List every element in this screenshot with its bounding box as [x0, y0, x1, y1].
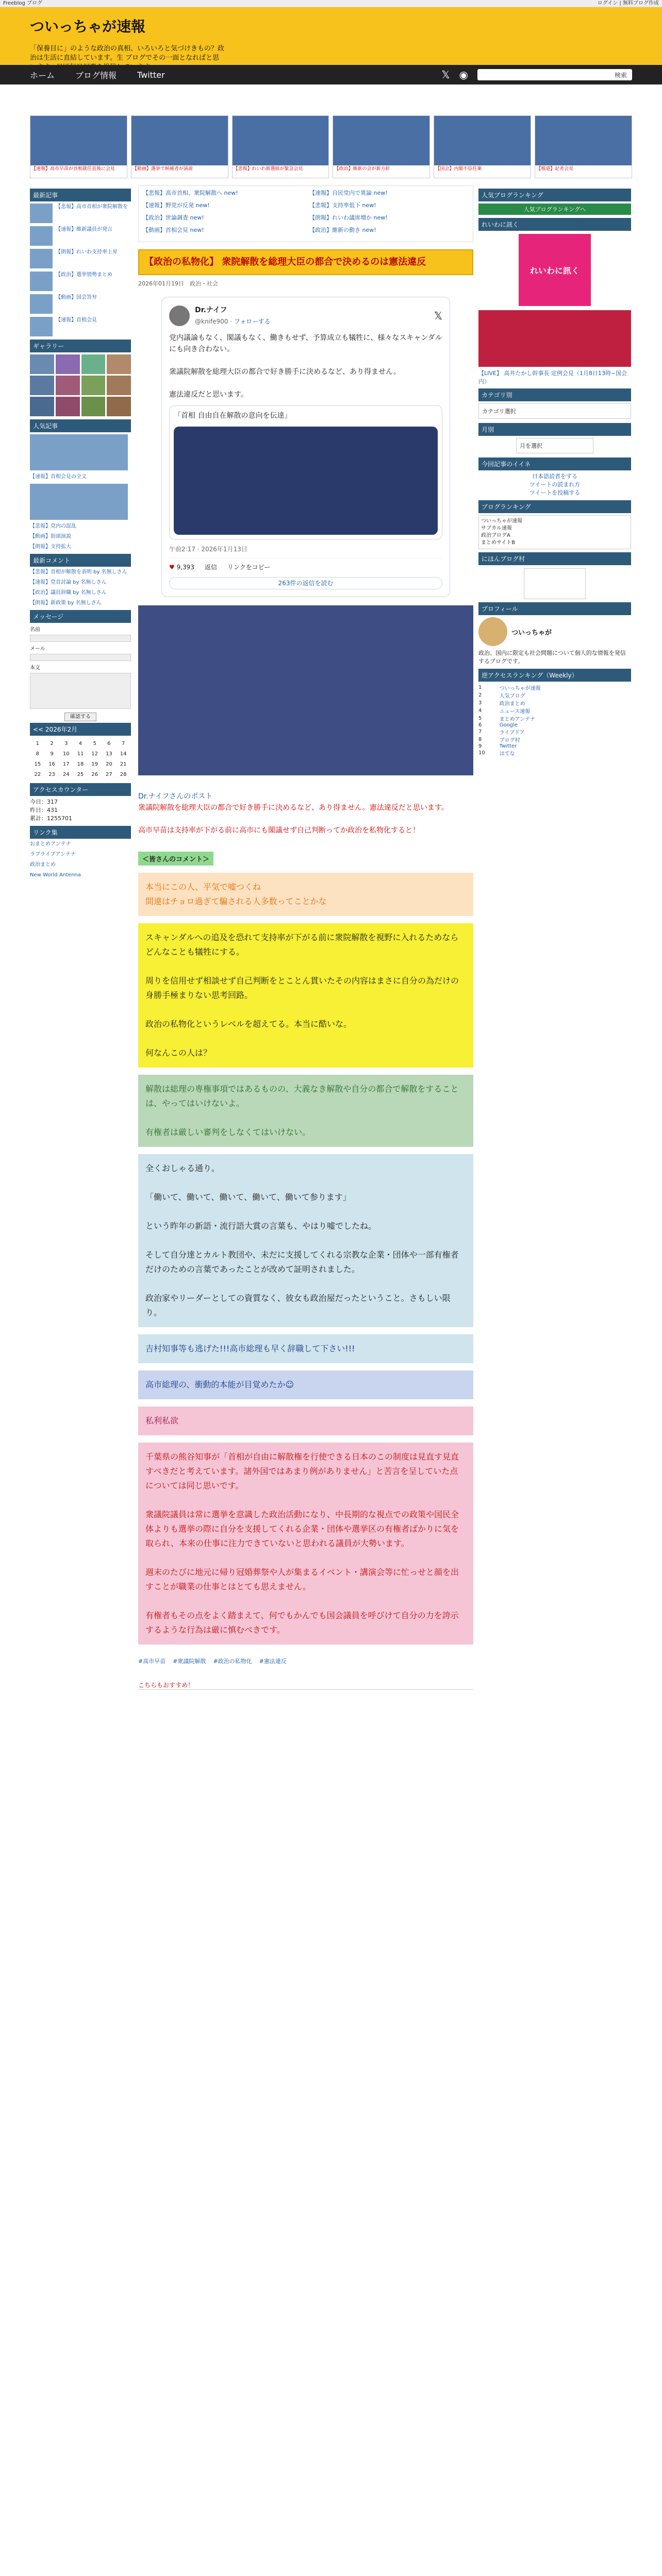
intro-body: 衆議院解散を総理大臣の都合で好き勝手に決めるなど、あり得ません。憲法違反だと思います。 [138, 804, 449, 812]
calendar-header[interactable]: << 2026年2月 [30, 723, 131, 736]
live-thumbnail[interactable] [478, 310, 631, 367]
comments-list [30, 569, 131, 607]
name-field[interactable] [30, 635, 131, 642]
comment-box: 吉村知事等も逃げた!!!高市総理も早く辞職して下さい!!! [138, 1334, 473, 1363]
rss-icon[interactable]: ◉ [459, 69, 468, 81]
thumbnail [30, 434, 128, 470]
table-row: 6 Google [478, 722, 518, 728]
tweet-author[interactable]: Dr.ナイフ [195, 306, 227, 314]
access-counter: 今日：317 昨日：431 累計：1255701 [30, 799, 72, 822]
profile-desc: 政治、国内に限定も社会問題について個人的な情報を発信するブログです。 [478, 650, 626, 665]
main-content [138, 185, 473, 1690]
tweet-time[interactable]: 午前2:17 · 2026年1月13日 [169, 546, 247, 553]
list-item[interactable]: 【朗報】新政策 by 名無しさん [30, 600, 102, 606]
list-item[interactable]: まとめサイトB [481, 540, 516, 546]
list-item[interactable]: 【速報】首相会見 [30, 317, 131, 336]
table-row: 8 ブログ村 [478, 737, 520, 743]
table-row: 1 ついっちゃが速報 [478, 685, 541, 691]
left-sidebar [30, 185, 131, 882]
quote-image[interactable] [174, 427, 438, 535]
gallery-grid[interactable] [30, 354, 131, 416]
tweet-text: 党内議論もなく、閣議もなく、働きもせず、予算成立も犠牲に、様々なスキャンダルにも向き合わない。 [169, 334, 442, 353]
avatar[interactable] [478, 617, 507, 646]
search-button[interactable]: 検索 [614, 71, 627, 79]
message-header: メッセージ [30, 610, 131, 623]
search-input[interactable] [477, 69, 632, 80]
thumbnail [30, 204, 53, 223]
tweet-text: 衆議院解散を総理大臣の都合で好き勝手に決めるなど、あり得ません。 [169, 368, 401, 376]
news-link[interactable]: 【政治】維新の動き new! [309, 227, 376, 233]
news-link[interactable]: 【政治】世論調査 new! [143, 214, 204, 221]
ranking-button[interactable]: 人気ブログランキングへ [478, 204, 631, 215]
tag[interactable]: #政治の私物化 [213, 1658, 252, 1665]
thumbnail [30, 272, 53, 291]
mail-label: メール [30, 646, 45, 652]
comment-box: 千葉県の熊谷知事が「首相が自由に解散権を行使できる日本のこの制度は見直す見直すべきだと考えています。諸外国ではあまり例がありません」と苦言を呈していた点については同じ思いです。 衆議院議員は常に選挙を意識した政治活動になり、中長期的な視点での政策や国民全体よりも選挙の際に自分を支援してくれる企業・団体や選挙区の有権者ばかりに気を取られ、本来の仕事に注力できていないと思われる議員が大勢います。 週末のたびに地元に帰り冠婚葬祭や人が集まるイベント・講演会等に忙っせと顔を出すことが職業の仕事とはとても思えません。 有権者もその点をよく踏まえて、何でもかんでも国会議員を呼びけて自分の力を誇示するような行為は厳に慎むべきです。 [138, 1443, 473, 1645]
list-item[interactable]: New World Antenna [30, 872, 81, 878]
post-title[interactable]: 【政治の私物化】 衆院解散を総理大臣の都合で決めるのは憲法違反 [138, 249, 473, 275]
list-item[interactable]: 【政治】選挙情勢まとめ [30, 272, 131, 291]
thumbnail [30, 294, 53, 314]
thumbnail [30, 249, 53, 268]
gallery-header: ギャラリー [30, 340, 131, 352]
body-label: 本文 [30, 665, 40, 671]
list-item[interactable]: 【朗報】支持拡大 [30, 544, 71, 550]
nav-twitter[interactable]: Twitter [137, 70, 165, 80]
live-link[interactable]: 【LIVE】 高井たかし幹事長 定例会見（1月8日13時~国会内） [478, 370, 627, 385]
featured-thumb[interactable]: 【国会】内閣不信任案 [434, 115, 531, 178]
access-rank-table [478, 684, 631, 757]
login-links[interactable]: ログイン | 無料ブログ作成 [597, 1, 659, 6]
list-item[interactable]: 【政治】議員辞職 by 名無しさん [30, 590, 107, 596]
list-item[interactable]: サブカル速報 [481, 526, 512, 531]
x-icon[interactable]: 𝕏 [434, 310, 442, 322]
category-select[interactable]: カテゴリ選択 [478, 403, 631, 419]
message-form [30, 625, 131, 720]
list-item[interactable]: 【悲報】高市首相が衆院解散を [30, 204, 131, 223]
featured-thumbnails [30, 115, 632, 178]
news-link[interactable]: 【動画】首相会見 new! [143, 227, 204, 233]
mail-field[interactable] [30, 654, 131, 661]
ranking-list [478, 515, 631, 549]
list-item[interactable]: ついっちゃが速報 [481, 518, 522, 524]
thumbnail [30, 226, 53, 246]
post-meta: 2026年01月19日 政治・社会 [138, 280, 218, 287]
tweet-text: 憲法違反だと思います。 [169, 391, 248, 399]
table-row: 2 人気ブログ [478, 692, 525, 699]
list-item[interactable]: 【動画】街頭演説 [30, 534, 71, 539]
ranking-header: 人気ブログランキング [478, 189, 631, 201]
comments-header: 最新コメント [30, 554, 131, 567]
follow-link[interactable]: フォローする [234, 318, 271, 325]
table-row: 10 はてな [478, 750, 515, 757]
comments-heading: ＜皆さんのコメント＞ [138, 852, 213, 866]
profile-header: プロフィール [478, 602, 631, 615]
list-item[interactable]: 【速報】党首討論 by 名無しさん [30, 580, 107, 585]
recent-list [30, 204, 131, 336]
comment-box: 私利私欲 [138, 1406, 473, 1435]
body-field[interactable] [30, 673, 131, 709]
featured-thumb[interactable]: 【速報】高市早苗が首相就任直後に会見 [30, 115, 127, 178]
access-rank-header: 逆アクセスランキング（Weekly） [478, 669, 631, 682]
rss-header: 今回記事のイイネ [478, 457, 631, 470]
comment-box: スキャンダルへの追及を恐れて支持率が下がる前に衆院解散を視野に入れるためならどんなことも犠牲にする。 周りを信用せず相談せず自己判断をとことん貫いたその内容はまさに自分の為だけの身勝手極まりない思考回路。 政治の私物化というレベルを超えてる。本当に酷いな。 何なんこの人は？ [138, 923, 473, 1067]
links-header: リンク集 [30, 826, 131, 839]
blogmura-banner[interactable] [524, 568, 586, 599]
comment-boxes [138, 873, 473, 1645]
read-replies-button[interactable]: 263件の返信を読む [169, 577, 442, 589]
x-icon[interactable]: 𝕏 [441, 69, 450, 81]
rss-links: 日本語読者をする ツイートの読まれ方 ツイートを投稿する [529, 473, 581, 496]
main-nav [0, 65, 662, 84]
reiwa-header: れいわに訊く [478, 218, 631, 231]
post-image [138, 605, 473, 775]
news-link[interactable]: 【悲報】支持率低下 new! [309, 202, 376, 209]
comment-box: 高市総理の、衝動的本能が目覚めたか☺ [138, 1370, 473, 1399]
popular-header: 人気記事 [30, 419, 131, 432]
featured-thumb[interactable]: 【報道】記者会見 [535, 115, 632, 178]
news-link[interactable]: 【悲報】高市首相、衆院解散へ new! [143, 190, 238, 196]
list-item[interactable]: 【悲報】首相が解散を表明 by 名無しさん [30, 569, 127, 575]
quote-text: 「首相 自由自在解散の意向を伝達」 [174, 412, 292, 420]
popular-list [30, 434, 131, 551]
confirm-button[interactable]: 確認する [64, 713, 96, 721]
news-link[interactable]: 【速報】自民党内で異論 new! [309, 190, 388, 196]
profile-name[interactable]: ついっちゃが [511, 629, 552, 637]
featured-thumb[interactable]: 【動画】選挙で候補者が演説 [131, 115, 228, 178]
list-item[interactable]: 【悲報】党内の混乱 [30, 523, 76, 529]
intro-body: 高市早苗は支持率が下がる前に高市にも閣議せず自己判断ってか政治を私物化すると！ [138, 826, 420, 835]
table-row: 3 政治まとめ [478, 700, 525, 707]
table-row: 7 ライブドア [478, 729, 525, 736]
list-item[interactable]: 【速報】維新議員が発言 [30, 226, 131, 246]
list-item[interactable]: 【朗報】れいわ支持率上昇 [30, 249, 131, 268]
news-link[interactable]: 【朗報】れいわ議席増か new! [309, 214, 388, 221]
comment-box: 本当にこの人、平気で嘘つくね 間違はチョロ過ぎて騙される人多数ってことかな [138, 873, 473, 916]
name-label: 名前 [30, 627, 40, 633]
nav-blog-info[interactable]: ブログ情報 [75, 70, 117, 80]
copy-link-button[interactable]: リンクをコピー [227, 564, 271, 571]
list-item[interactable]: 政治ブログA [481, 533, 510, 538]
list-item[interactable]: ラブライブアンテナ [30, 852, 76, 857]
category-header: カテゴリ別 [478, 388, 631, 401]
access-header: アクセスカウンター [30, 783, 131, 796]
list-item[interactable]: 【速報】首相会見の全文 [30, 474, 87, 480]
table-row: 4 ニュース速報 [478, 708, 531, 715]
list-item[interactable] [30, 434, 131, 470]
service-logo[interactable]: Freeblog ブログ [3, 1, 42, 6]
list-item[interactable]: おまとめアンテナ [30, 841, 71, 847]
thumbnail [30, 317, 53, 336]
list-item[interactable]: 【動画】国会答弁 [30, 294, 131, 314]
intro-link[interactable]: Dr.ナイフさんのポスト [138, 792, 213, 801]
site-header [0, 7, 662, 84]
blog-service-bar [0, 0, 662, 7]
tag[interactable]: #憲法違反 [259, 1658, 287, 1665]
avatar[interactable] [169, 306, 190, 326]
nav-icons [441, 69, 632, 81]
embedded-tweet[interactable]: Dr.ナイフ @knife900 · フォローする 𝕏 党内議論もなく、閣議もなく、働きもせず、予算成立も犠牲に、様々なスキャンダルにも向き合わない。 衆議院解散を総理大臣の都合で好き勝手に決めるなど、あり得ません。 憲法違反だと思います。 「首相 自由自在解散の意向を伝達」 午前2:17 · 2026年1月13日 ♥ 9,393 返信 リンクをコピー 263件の返信を読む [161, 297, 450, 597]
tag[interactable]: #衆議院解散 [173, 1658, 206, 1665]
archive-header: 月別 [478, 423, 631, 436]
featured-thumb[interactable]: 【悲報】れいわ新選組が緊急会見 [232, 115, 329, 178]
nav-home[interactable]: ホーム [30, 70, 55, 80]
recommend-heading: こちらもおすすめ！ [138, 1681, 473, 1690]
tag-list [138, 1657, 473, 1665]
site-description: 「保養目に」のような政治の真相、いろいろと気づけきもの？政治は生活に直結しています。生 ブログでその一面となればと思 [30, 45, 225, 62]
recent-header: 最新記事 [30, 189, 131, 201]
featured-thumb[interactable]: 【政治】維新の会が新方針 [333, 115, 430, 178]
news-links [138, 185, 473, 242]
site-title[interactable]: ついっちゃが速報 [30, 18, 146, 35]
like-button[interactable]: ♥ 9,393 [169, 564, 194, 571]
thumbnail [30, 484, 128, 520]
calendar: 1 2 3 4 5 6 7 8 9 10 11 12 13 14 15 16 17 18 19 20 21 22 23 24 25 26 27 28 [34, 740, 127, 777]
archive-select[interactable]: 月を選択 [516, 438, 593, 453]
reiwa-banner[interactable]: れいわに訊く [519, 234, 591, 306]
tweet-handle: @knife900 [195, 318, 228, 325]
comment-box: 全くおしゃる通り。 「働いて、働いて、働いて、働いて、働いて参ります」 という昨年の新語・流行語大賞の言葉も、やはり嘘でしたね。 そして自分達とカルト教団や、未だに支援してくれる宗教な企業・団体や一部有権者だけのための言葉であったことが改めて証明されました。 政治家やリーダーとしての資質なく、彼女も政治屋だったということ。さもしい限り。 [138, 1154, 473, 1327]
blog-ranking-header: ブログランキング [478, 500, 631, 513]
list-item[interactable]: 政治まとめ [30, 862, 56, 868]
table-row: 9 Twitter [478, 743, 517, 749]
reply-button[interactable]: 返信 [204, 564, 217, 571]
news-link[interactable]: 【速報】野党が反発 new! [143, 202, 210, 209]
links-list [30, 841, 131, 879]
tag[interactable]: #高市早苗 [138, 1658, 166, 1665]
comment-box: 解散は総理の専権事項ではあるものの、大義なき解散や自分の都合で解散をすることは、やってはいけないよ。 有権者は厳しい審判をしなくてはいけない。 [138, 1075, 473, 1147]
blogmura-header: にほんブログ村 [478, 552, 631, 565]
heart-icon: ♥ [169, 564, 175, 571]
right-sidebar [478, 185, 631, 757]
table-row: 5 まとめアンテナ [478, 716, 536, 722]
list-item[interactable] [30, 484, 131, 520]
